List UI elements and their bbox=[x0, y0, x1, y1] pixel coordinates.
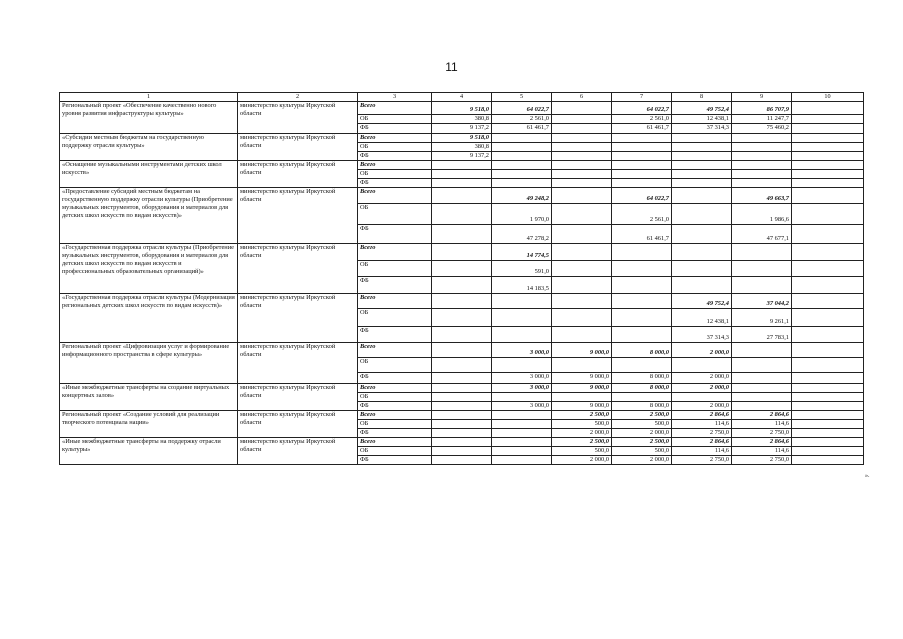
amount-cell bbox=[792, 143, 864, 152]
event-description: «Иные межбюджетные трансферты на создание виртуальных концертных залов» bbox=[60, 384, 238, 411]
amount-cell: 14 774,5 bbox=[492, 244, 552, 261]
amount-cell: 14 183,5 bbox=[492, 277, 552, 294]
amount-cell: 64 022,7 bbox=[492, 102, 552, 115]
amount-cell: 2 750,0 bbox=[672, 456, 732, 465]
amount-cell bbox=[552, 152, 612, 161]
amount-cell bbox=[792, 447, 864, 456]
amount-cell: 61 461,7 bbox=[612, 124, 672, 134]
column-header: 6 bbox=[552, 93, 612, 102]
amount-cell bbox=[672, 134, 732, 143]
amount-cell: 500,0 bbox=[612, 420, 672, 429]
amount-cell bbox=[732, 261, 792, 277]
table-row bbox=[60, 411, 864, 420]
amount-cell bbox=[792, 161, 864, 170]
amount-cell bbox=[432, 277, 492, 294]
funding-source: ОБ bbox=[358, 447, 432, 456]
funding-source: ФБ bbox=[358, 402, 432, 411]
funding-source: ФБ bbox=[358, 327, 432, 343]
amount-cell: 11 247,7 bbox=[732, 115, 792, 124]
column-header: 10 bbox=[792, 93, 864, 102]
table-row bbox=[60, 188, 864, 204]
amount-cell: 2 561,0 bbox=[492, 115, 552, 124]
amount-cell bbox=[552, 161, 612, 170]
amount-cell: 61 461,7 bbox=[492, 124, 552, 134]
amount-cell bbox=[792, 373, 864, 384]
funding-source: ФБ bbox=[358, 277, 432, 294]
column-header: 4 bbox=[432, 93, 492, 102]
amount-cell bbox=[432, 429, 492, 438]
amount-cell bbox=[552, 134, 612, 143]
amount-cell bbox=[552, 102, 612, 115]
amount-cell bbox=[612, 294, 672, 309]
funding-source: ФБ bbox=[358, 373, 432, 384]
amount-cell bbox=[492, 161, 552, 170]
amount-cell: 3 000,0 bbox=[492, 402, 552, 411]
amount-cell bbox=[552, 170, 612, 179]
funding-source: Всего bbox=[358, 438, 432, 447]
amount-cell bbox=[732, 179, 792, 188]
amount-cell bbox=[432, 343, 492, 358]
amount-cell bbox=[792, 343, 864, 358]
amount-cell: 2 000,0 bbox=[672, 343, 732, 358]
amount-cell bbox=[492, 429, 552, 438]
funding-source: ОБ bbox=[358, 115, 432, 124]
funding-source: ОБ bbox=[358, 358, 432, 373]
page-number: 11 bbox=[445, 60, 458, 74]
amount-cell bbox=[672, 161, 732, 170]
amount-cell bbox=[492, 327, 552, 343]
table-row bbox=[60, 102, 864, 115]
amount-cell bbox=[432, 402, 492, 411]
amount-cell: 2 864,6 bbox=[672, 438, 732, 447]
amount-cell bbox=[612, 327, 672, 343]
amount-cell: 8 000,0 bbox=[612, 373, 672, 384]
amount-cell: 2 561,0 bbox=[612, 204, 672, 225]
amount-cell bbox=[792, 244, 864, 261]
amount-cell bbox=[612, 244, 672, 261]
event-description: «Государственная поддержка отрасли культуры (Приобретение музыкальных инструментов, оборудования и материалов для детских школ искусств по видам искусств и профессиональных образовательных организаций)» bbox=[60, 244, 238, 294]
amount-cell: 380,8 bbox=[432, 115, 492, 124]
amount-cell bbox=[552, 261, 612, 277]
funding-source: ФБ bbox=[358, 179, 432, 188]
table-row bbox=[60, 244, 864, 261]
amount-cell bbox=[432, 188, 492, 204]
funding-source: ФБ bbox=[358, 429, 432, 438]
amount-cell: 2 500,0 bbox=[612, 438, 672, 447]
amount-cell bbox=[732, 402, 792, 411]
amount-cell: 500,0 bbox=[552, 420, 612, 429]
amount-cell: 64 022,7 bbox=[612, 188, 672, 204]
responsible-executor: министерство культуры Иркутской области bbox=[238, 343, 358, 384]
amount-cell bbox=[432, 447, 492, 456]
amount-cell: 2 864,6 bbox=[732, 411, 792, 420]
funding-source: ФБ bbox=[358, 456, 432, 465]
column-header: 1 bbox=[60, 93, 238, 102]
event-description: Региональный проект «Обеспечение качественно нового уровня развития инфраструктуры культуры» bbox=[60, 102, 238, 134]
amount-cell bbox=[792, 411, 864, 420]
amount-cell: 3 000,0 bbox=[492, 343, 552, 358]
amount-cell bbox=[432, 170, 492, 179]
amount-cell bbox=[672, 225, 732, 244]
amount-cell bbox=[492, 170, 552, 179]
funding-source: ОБ bbox=[358, 170, 432, 179]
responsible-executor: министерство культуры Иркутской области bbox=[238, 102, 358, 134]
amount-cell: 9 518,0 bbox=[432, 134, 492, 143]
event-description: «Субсидии местным бюджетам на государственную поддержку отрасли культуры» bbox=[60, 134, 238, 161]
funding-source: Всего bbox=[358, 161, 432, 170]
amount-cell bbox=[792, 327, 864, 343]
amount-cell bbox=[612, 134, 672, 143]
column-header: 5 bbox=[492, 93, 552, 102]
amount-cell: 2 000,0 bbox=[552, 429, 612, 438]
amount-cell: 27 783,1 bbox=[732, 327, 792, 343]
table-row bbox=[60, 161, 864, 170]
amount-cell: 2 750,0 bbox=[672, 429, 732, 438]
amount-cell bbox=[492, 358, 552, 373]
funding-source: Всего bbox=[358, 134, 432, 143]
amount-cell: 500,0 bbox=[612, 447, 672, 456]
amount-cell: 2 864,6 bbox=[672, 411, 732, 420]
amount-cell bbox=[552, 225, 612, 244]
amount-cell: 9 000,0 bbox=[552, 373, 612, 384]
funding-source: ФБ bbox=[358, 124, 432, 134]
column-header: 3 bbox=[358, 93, 432, 102]
amount-cell bbox=[432, 244, 492, 261]
amount-cell: 500,0 bbox=[552, 447, 612, 456]
funding-source: Всего bbox=[358, 244, 432, 261]
amount-cell: 2 000,0 bbox=[672, 402, 732, 411]
amount-cell: 1 970,0 bbox=[492, 204, 552, 225]
column-header: 8 bbox=[672, 93, 732, 102]
amount-cell: 380,8 bbox=[432, 143, 492, 152]
amount-cell: 12 438,1 bbox=[672, 115, 732, 124]
table-row bbox=[60, 384, 864, 393]
amount-cell bbox=[792, 188, 864, 204]
amount-cell bbox=[432, 309, 492, 327]
amount-cell bbox=[672, 188, 732, 204]
amount-cell bbox=[432, 358, 492, 373]
amount-cell bbox=[792, 456, 864, 465]
amount-cell bbox=[492, 393, 552, 402]
amount-cell: 2 750,0 bbox=[732, 429, 792, 438]
amount-cell bbox=[492, 143, 552, 152]
amount-cell: 2 000,0 bbox=[552, 456, 612, 465]
amount-cell bbox=[492, 134, 552, 143]
funding-source: ОБ bbox=[358, 261, 432, 277]
amount-cell: 114,6 bbox=[732, 447, 792, 456]
responsible-executor: министерство культуры Иркутской области bbox=[238, 134, 358, 161]
amount-cell: 9 137,2 bbox=[432, 124, 492, 134]
amount-cell bbox=[432, 373, 492, 384]
amount-cell bbox=[432, 327, 492, 343]
amount-cell bbox=[792, 124, 864, 134]
amount-cell: 114,6 bbox=[672, 420, 732, 429]
amount-cell bbox=[732, 244, 792, 261]
responsible-executor: министерство культуры Иркутской области bbox=[238, 161, 358, 188]
amount-cell bbox=[792, 170, 864, 179]
funding-source: ФБ bbox=[358, 152, 432, 161]
amount-cell bbox=[612, 152, 672, 161]
funding-source: ОБ bbox=[358, 393, 432, 402]
amount-cell bbox=[792, 402, 864, 411]
amount-cell: 2 000,0 bbox=[612, 429, 672, 438]
amount-cell bbox=[552, 143, 612, 152]
amount-cell: 9 000,0 bbox=[552, 343, 612, 358]
amount-cell: 2 561,0 bbox=[612, 115, 672, 124]
amount-cell bbox=[492, 456, 552, 465]
amount-cell bbox=[432, 225, 492, 244]
amount-cell bbox=[792, 152, 864, 161]
responsible-executor: министерство культуры Иркутской области bbox=[238, 244, 358, 294]
funding-source: Всего bbox=[358, 411, 432, 420]
amount-cell bbox=[432, 161, 492, 170]
amount-cell bbox=[552, 327, 612, 343]
responsible-executor: министерство культуры Иркутской области bbox=[238, 384, 358, 411]
funding-source: ОБ bbox=[358, 143, 432, 152]
funding-source: ОБ bbox=[358, 204, 432, 225]
amount-cell: 591,0 bbox=[492, 261, 552, 277]
amount-cell bbox=[432, 393, 492, 402]
amount-cell bbox=[552, 179, 612, 188]
amount-cell bbox=[432, 204, 492, 225]
amount-cell bbox=[732, 143, 792, 152]
amount-cell bbox=[552, 358, 612, 373]
amount-cell bbox=[792, 393, 864, 402]
amount-cell bbox=[672, 358, 732, 373]
amount-cell: 49 752,4 bbox=[672, 294, 732, 309]
amount-cell bbox=[732, 161, 792, 170]
amount-cell bbox=[552, 124, 612, 134]
amount-cell: 114,6 bbox=[672, 447, 732, 456]
amount-cell bbox=[672, 204, 732, 225]
amount-cell bbox=[432, 294, 492, 309]
amount-cell bbox=[492, 294, 552, 309]
column-header: 9 bbox=[732, 93, 792, 102]
amount-cell: 9 137,2 bbox=[432, 152, 492, 161]
amount-cell bbox=[732, 393, 792, 402]
responsible-executor: министерство культуры Иркутской области bbox=[238, 411, 358, 438]
table-row bbox=[60, 438, 864, 447]
amount-cell bbox=[732, 277, 792, 294]
funding-source: Всего bbox=[358, 343, 432, 358]
responsible-executor: министерство культуры Иркутской области bbox=[238, 188, 358, 244]
amount-cell bbox=[432, 456, 492, 465]
amount-cell: 37 044,2 bbox=[732, 294, 792, 309]
amount-cell bbox=[672, 170, 732, 179]
event-description: «Государственная поддержка отрасли культуры (Модернизация региональных детских школ искусств по видам искусств)» bbox=[60, 294, 238, 343]
funding-source: Всего bbox=[358, 294, 432, 309]
amount-cell: 12 438,1 bbox=[672, 309, 732, 327]
amount-cell: 2 864,6 bbox=[732, 438, 792, 447]
column-header-row bbox=[60, 93, 864, 102]
table-row bbox=[60, 294, 864, 309]
funding-source: ФБ bbox=[358, 225, 432, 244]
amount-cell bbox=[612, 170, 672, 179]
amount-cell bbox=[792, 277, 864, 294]
funding-source: Всего bbox=[358, 188, 432, 204]
funding-source: Всего bbox=[358, 102, 432, 115]
amount-cell bbox=[732, 384, 792, 393]
amount-cell bbox=[552, 204, 612, 225]
amount-cell: 1 986,6 bbox=[732, 204, 792, 225]
event-description: «Иные межбюджетные трансферты на поддержку отрасли культуры» bbox=[60, 438, 238, 465]
amount-cell bbox=[792, 294, 864, 309]
amount-cell: 114,6 bbox=[732, 420, 792, 429]
amount-cell: 2 500,0 bbox=[612, 411, 672, 420]
amount-cell: 3 000,0 bbox=[492, 384, 552, 393]
table-row bbox=[60, 343, 864, 358]
amount-cell: 9 000,0 bbox=[552, 384, 612, 393]
amount-cell bbox=[552, 294, 612, 309]
amount-cell bbox=[432, 179, 492, 188]
amount-cell bbox=[612, 393, 672, 402]
amount-cell bbox=[672, 152, 732, 161]
amount-cell bbox=[492, 152, 552, 161]
amount-cell bbox=[432, 438, 492, 447]
amount-cell bbox=[672, 393, 732, 402]
amount-cell: 49 752,4 bbox=[672, 102, 732, 115]
amount-cell bbox=[792, 102, 864, 115]
amount-cell: 37 314,3 bbox=[672, 327, 732, 343]
amount-cell: 8 000,0 bbox=[612, 384, 672, 393]
amount-cell bbox=[432, 261, 492, 277]
amount-cell: 9 000,0 bbox=[552, 402, 612, 411]
amount-cell bbox=[792, 134, 864, 143]
amount-cell bbox=[492, 447, 552, 456]
amount-cell bbox=[672, 179, 732, 188]
amount-cell bbox=[492, 420, 552, 429]
amount-cell bbox=[732, 358, 792, 373]
amount-cell bbox=[792, 204, 864, 225]
amount-cell: 61 461,7 bbox=[612, 225, 672, 244]
amount-cell bbox=[612, 161, 672, 170]
amount-cell bbox=[552, 188, 612, 204]
amount-cell: 2 000,0 bbox=[672, 384, 732, 393]
amount-cell bbox=[792, 384, 864, 393]
amount-cell bbox=[552, 309, 612, 327]
amount-cell: 3 000,0 bbox=[492, 373, 552, 384]
amount-cell bbox=[612, 261, 672, 277]
amount-cell: 9 518,0 bbox=[432, 102, 492, 115]
amount-cell: 47 278,2 bbox=[492, 225, 552, 244]
amount-cell: 37 314,3 bbox=[672, 124, 732, 134]
closing-quote-mark: ». bbox=[865, 473, 870, 479]
amount-cell bbox=[792, 429, 864, 438]
amount-cell bbox=[732, 152, 792, 161]
table-row bbox=[60, 134, 864, 143]
amount-cell bbox=[732, 170, 792, 179]
amount-cell: 47 677,1 bbox=[732, 225, 792, 244]
event-description: Региональный проект «Цифровизация услуг и формирование информационного пространства в сфере культуры» bbox=[60, 343, 238, 384]
amount-cell: 2 500,0 bbox=[552, 438, 612, 447]
amount-cell bbox=[672, 261, 732, 277]
amount-cell: 49 663,7 bbox=[732, 188, 792, 204]
funding-source: ОБ bbox=[358, 309, 432, 327]
amount-cell bbox=[552, 244, 612, 261]
event-description: Региональный проект «Создание условий для реализации творческого потенциала нации» bbox=[60, 411, 238, 438]
column-header: 7 bbox=[612, 93, 672, 102]
amount-cell bbox=[552, 115, 612, 124]
amount-cell bbox=[792, 420, 864, 429]
amount-cell bbox=[492, 179, 552, 188]
amount-cell bbox=[732, 343, 792, 358]
amount-cell: 2 000,0 bbox=[672, 373, 732, 384]
amount-cell bbox=[792, 115, 864, 124]
event-description: «Предоставление субсидий местным бюджетам на государственную поддержку отрасли культуры (Приобретение музыкальных инструментов, оборудования и материалов для детских школ искусств по видам искусств)» bbox=[60, 188, 238, 244]
amount-cell bbox=[792, 225, 864, 244]
amount-cell bbox=[432, 384, 492, 393]
amount-cell bbox=[432, 411, 492, 420]
amount-cell bbox=[612, 309, 672, 327]
amount-cell: 2 000,0 bbox=[612, 456, 672, 465]
amount-cell bbox=[612, 143, 672, 152]
amount-cell bbox=[492, 411, 552, 420]
amount-cell bbox=[552, 393, 612, 402]
amount-cell bbox=[792, 261, 864, 277]
amount-cell: 86 707,9 bbox=[732, 102, 792, 115]
responsible-executor: министерство культуры Иркутской области bbox=[238, 294, 358, 343]
amount-cell bbox=[612, 179, 672, 188]
funding-source: ОБ bbox=[358, 420, 432, 429]
amount-cell: 64 022,7 bbox=[612, 102, 672, 115]
amount-cell bbox=[792, 179, 864, 188]
responsible-executor: министерство культуры Иркутской области bbox=[238, 438, 358, 465]
amount-cell bbox=[672, 143, 732, 152]
amount-cell bbox=[732, 134, 792, 143]
amount-cell: 9 261,1 bbox=[732, 309, 792, 327]
amount-cell bbox=[492, 309, 552, 327]
amount-cell: 8 000,0 bbox=[612, 402, 672, 411]
amount-cell: 2 750,0 bbox=[732, 456, 792, 465]
amount-cell bbox=[672, 244, 732, 261]
amount-cell bbox=[792, 358, 864, 373]
column-header: 2 bbox=[238, 93, 358, 102]
amount-cell bbox=[792, 438, 864, 447]
amount-cell bbox=[552, 277, 612, 294]
amount-cell bbox=[732, 373, 792, 384]
budget-table bbox=[59, 92, 864, 465]
amount-cell bbox=[792, 309, 864, 327]
event-description: «Оснащение музыкальными инструментами детских школ искусств» bbox=[60, 161, 238, 188]
amount-cell bbox=[432, 420, 492, 429]
amount-cell: 8 000,0 bbox=[612, 343, 672, 358]
amount-cell: 2 500,0 bbox=[552, 411, 612, 420]
amount-cell: 49 248,2 bbox=[492, 188, 552, 204]
amount-cell bbox=[612, 358, 672, 373]
amount-cell bbox=[492, 438, 552, 447]
amount-cell bbox=[672, 277, 732, 294]
funding-source: Всего bbox=[358, 384, 432, 393]
amount-cell bbox=[612, 277, 672, 294]
amount-cell: 75 460,2 bbox=[732, 124, 792, 134]
